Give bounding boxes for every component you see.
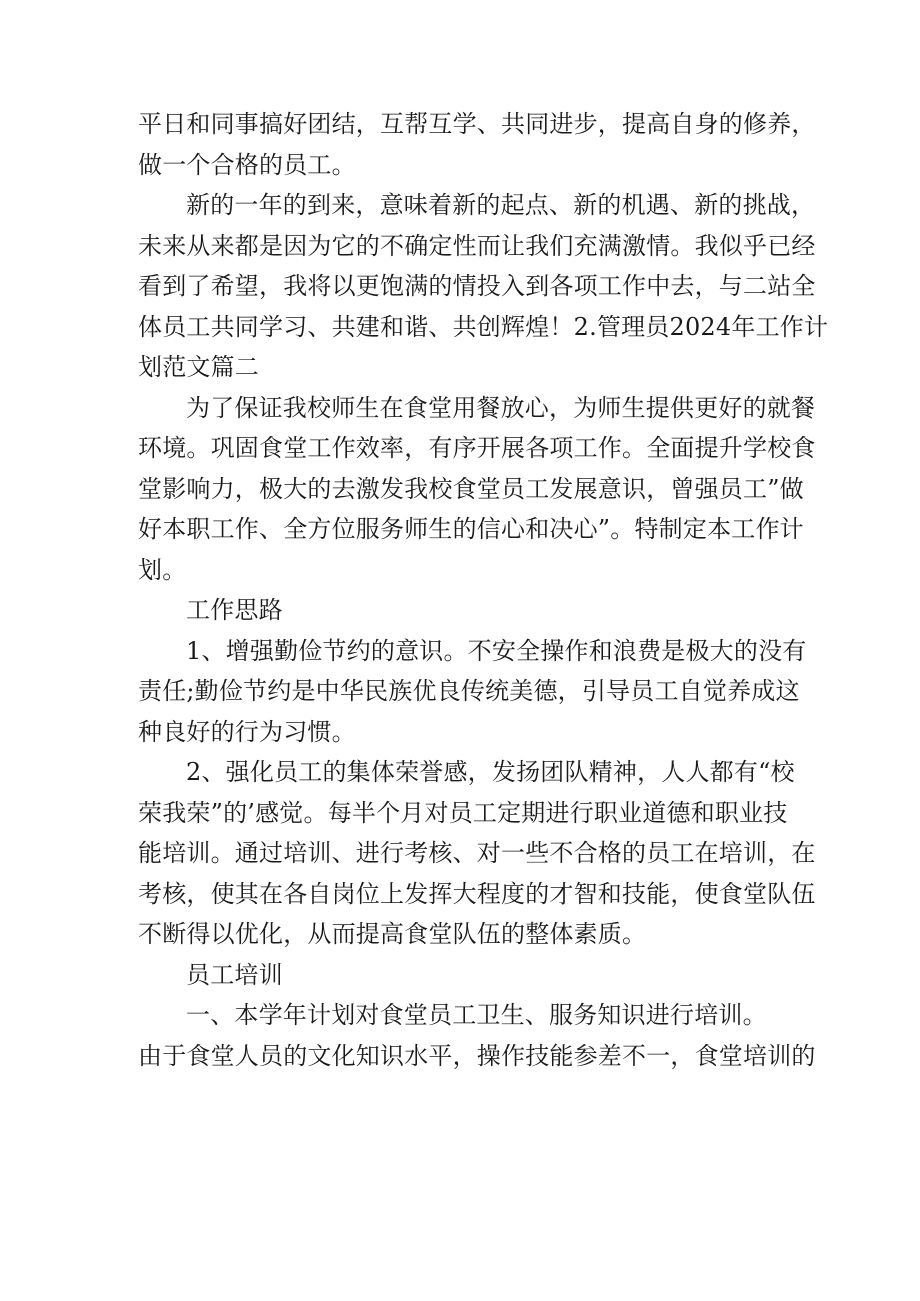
text-line: 环境。巩固食堂工作效率，有序开展各项工作。全面提升学校食 (138, 434, 816, 462)
paragraph-start-line: 为了保证我校师生在食堂用餐放心，为师生提供更好的就餐 (186, 393, 816, 422)
paragraph-start-line: 新的一年的到来，意味着新的起点、新的机遇、新的挑战， (186, 191, 816, 219)
text-line: 考核，使其在各自岗位上发挥大程度的才智和技能，使食堂队伍 (138, 879, 816, 908)
text-line: 好本职工作、全方位服务师生的信心和决心”。特制定本工作计 (138, 515, 804, 543)
paragraph-start-line: 2、强化员工的集体荣誉感，发扬团队精神，人人都有“校 (186, 758, 795, 786)
text-line: 体员工共同学习、共建和谐、共创辉煌！2.管理员2024年工作计 (138, 312, 829, 341)
text-line: 划。 (138, 555, 187, 584)
text-line: 平日和同事搞好团结，互帮互学、共同进步，提高自身的修养， (138, 110, 816, 138)
text-line: 责任;勤俭节约是中华民族优良传统美德，引导员工自觉养成这 (138, 677, 800, 705)
document-page (138, 104, 829, 1076)
section-heading: 员工培训 (186, 960, 283, 989)
text-line: 做一个合格的员工。 (138, 150, 356, 179)
section-heading: 工作思路 (186, 596, 283, 624)
text-line: 种良好的行为习惯。 (138, 717, 356, 746)
text-line: 划范文篇二 (138, 353, 259, 381)
text-line: 能培训。通过培训、进行考核、对一些不合格的员工在培训，在 (138, 839, 816, 867)
text-line: 看到了希望，我将以更饱满的情投入到各项工作中去，与二站全 (138, 272, 816, 300)
text-line: 未来从来都是因为它的不确定性而让我们充满激情。我似乎已经 (138, 231, 816, 260)
text-line: 荣我荣”的’感觉。每半个月对员工定期进行职业道德和职业技 (138, 798, 788, 827)
text-line: 不断得以优化，从而提高食堂队伍的整体素质。 (138, 920, 647, 948)
text-line: 堂影响力，极大的去激发我校食堂员工发展意识，曾强员工”做 (138, 474, 804, 503)
paragraph-start-line: 1、增强勤俭节约的意识。不安全操作和浪费是极大的没有 (186, 636, 807, 665)
paragraph-start-line: 一、本学年计划对食堂员工卫生、服务知识进行培训。 (186, 1001, 767, 1029)
text-line: 由于食堂人员的文化知识水平，操作技能参差不一，食堂培训的 (138, 1041, 816, 1070)
